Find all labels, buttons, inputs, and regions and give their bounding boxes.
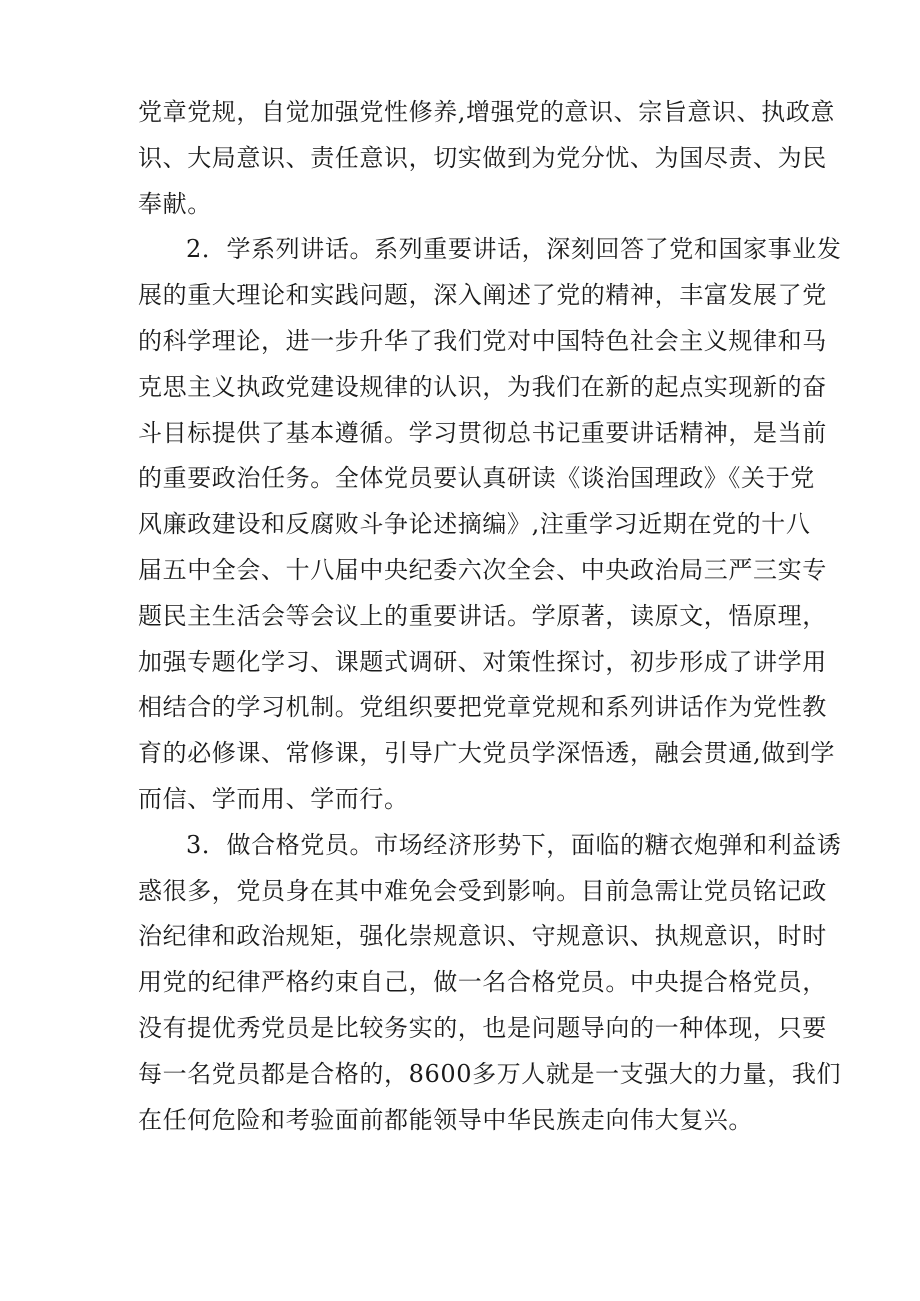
document-body: [138, 90, 842, 1143]
text-line: 每一名党员都是合格的，8600多万人就是一支强大的力量，我们: [138, 1059, 842, 1088]
text-line: 党章党规，自觉加强党性修养,增强党的意识、宗旨意识、执政意: [138, 98, 836, 126]
text-line: 斗目标提供了基本遵循。学习贯彻总书记重要讲话精神，是当前: [138, 418, 827, 447]
text-line: 没有提优秀党员是比较务实的，也是问题导向的一种体现，只要: [138, 1013, 827, 1042]
text-line: 惑很多，党员身在其中难免会受到影响。目前急需让党员铭记政: [138, 876, 827, 905]
paragraph-continuation: [138, 90, 836, 227]
text-line: 届五中全会、十八届中央纪委六次全会、中央政治局三严三实专: [138, 555, 827, 584]
text-line: 风廉政建设和反腐败斗争论述摘编》,注重学习近期在党的十八: [138, 510, 811, 539]
text-line: 3．做合格党员。市场经济形势下，面临的糖衣炮弹和利益诱: [186, 830, 842, 859]
text-line: 奉献。: [138, 189, 212, 218]
paragraph-study-speeches: [138, 227, 842, 822]
text-line: 2．学系列讲话。系列重要讲话，深刻回答了党和国家事业发: [186, 235, 842, 264]
text-line: 而信、学而用、学而行。: [138, 784, 409, 813]
paragraph-qualified-members: [138, 823, 842, 1144]
text-line: 育的必修课、常修课，引导广大党员学深悟透，融会贯通,做到学: [138, 739, 836, 768]
text-line: 加强专题化学习、课题式调研、对策性探讨，初步形成了讲学用: [138, 647, 827, 676]
text-line: 题民主生活会等会议上的重要讲话。学原著，读原文，悟原理，: [138, 601, 827, 630]
text-line: 展的重大理论和实践问题，深入阐述了党的精神，丰富发展了党: [138, 281, 827, 310]
text-line: 识、大局意识、责任意识，切实做到为党分忧、为国尽责、为民: [138, 143, 827, 172]
text-line: 的科学理论，进一步升华了我们党对中国特色社会主义规律和马: [138, 326, 827, 355]
text-line: 在任何危险和考验面前都能领导中华民族走向伟大复兴。: [138, 1105, 753, 1134]
text-line: 的重要政治任务。全体党员要认真研读《谈治国理政》《关于党: [138, 464, 815, 493]
text-line: 治纪律和政治规矩，强化崇规意识、守规意识、执规意识，时时: [138, 922, 827, 951]
text-line: 相结合的学习机制。党组织要把党章党规和系列讲话作为党性教: [138, 693, 827, 722]
text-line: 用党的纪律严格约束自己，做一名合格党员。中央提合格党员，: [138, 968, 827, 997]
text-line: 克思主义执政党建设规律的认识，为我们在新的起点实现新的奋: [138, 372, 827, 401]
